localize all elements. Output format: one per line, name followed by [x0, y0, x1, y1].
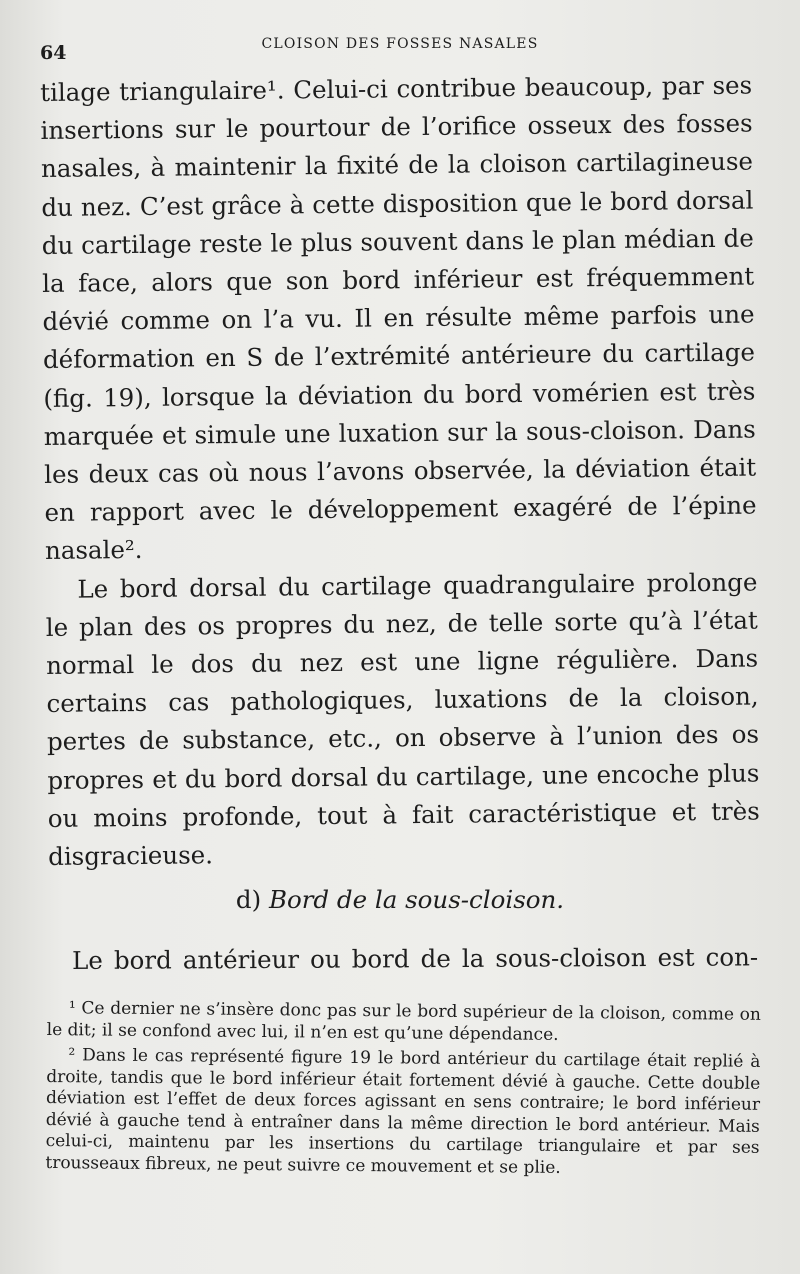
paragraph-2: Le bord dorsal du cartilage quadrangulaire prolonge le plan des os propres du nez, de telle sorte qu’à l’état normal le dos du nez est une ligne régulière. Dans certains cas pathologiques, luxations de la cloison, pertes de substance, etc., on observe à l’union des os propres et du bord dorsal du cartilage, une encoche plus ou moins profonde, tout à fait caractéristique et très disgracieuse.: [45, 567, 760, 872]
page-number: 64: [40, 42, 67, 64]
page-header: [40, 34, 760, 64]
section-heading: [0, 885, 800, 914]
running-head: CLOISON DES FOSSES NASALES: [261, 36, 539, 52]
footnote-2: ² Dans le cas représenté figure 19 le bord antérieur du cartilage était replié à droite, tandis que le bord inférieur était fortement dévié à gauche. Cette double déviation est l’effet de deux forces agissant en sens contraire; le bord inférieur dévié à gauche tend à entraîner dans la même direction le bord antérieur. Mais celui-ci, maintenu par les insertions du cartilage triangulaire et par ses trousseaux fibreux, ne peut suivre ce mouvement et se plie.: [45, 1045, 761, 1178]
footnotes: [45, 998, 761, 1185]
section-title: Bord de la sous-cloison.: [268, 885, 565, 914]
paragraph-1: tilage triangulaire¹. Celui-ci contribue beaucoup, par ses insertions sur le pourtour de l’orifice osseux des fosses nasales, à maintenir la fixité de la cloison cartilagineuse du nez. C’est grâce à cette disposition que le bord dorsal du cartilage reste le plus souvent dans le plan médian de la face, alors que son bord inférieur est fréquemment dévié comme on l’a vu. Il en résulte même parfois une déformation en S de l’extrémité antérieure du cartilage (fig. 19), lorsque la déviation du bord vomérien est très marquée et simule une luxation sur la sous-cloison. Dans les deux cas où nous l’avons observée, la déviation était en rapport avec le développement exagéré de l’épine nasale².: [40, 70, 757, 566]
section-label: d): [235, 885, 262, 914]
section-lead-line: Le bord antérieur ou bord de la sous-cloison est con-: [72, 942, 759, 975]
footnote-1: ¹ Ce dernier ne s’insère donc pas sur le bord supérieur de la cloison, comme on le dit; il se confond avec lui, il n’en est qu’une dépendance.: [46, 998, 761, 1045]
body-text: [40, 67, 760, 877]
